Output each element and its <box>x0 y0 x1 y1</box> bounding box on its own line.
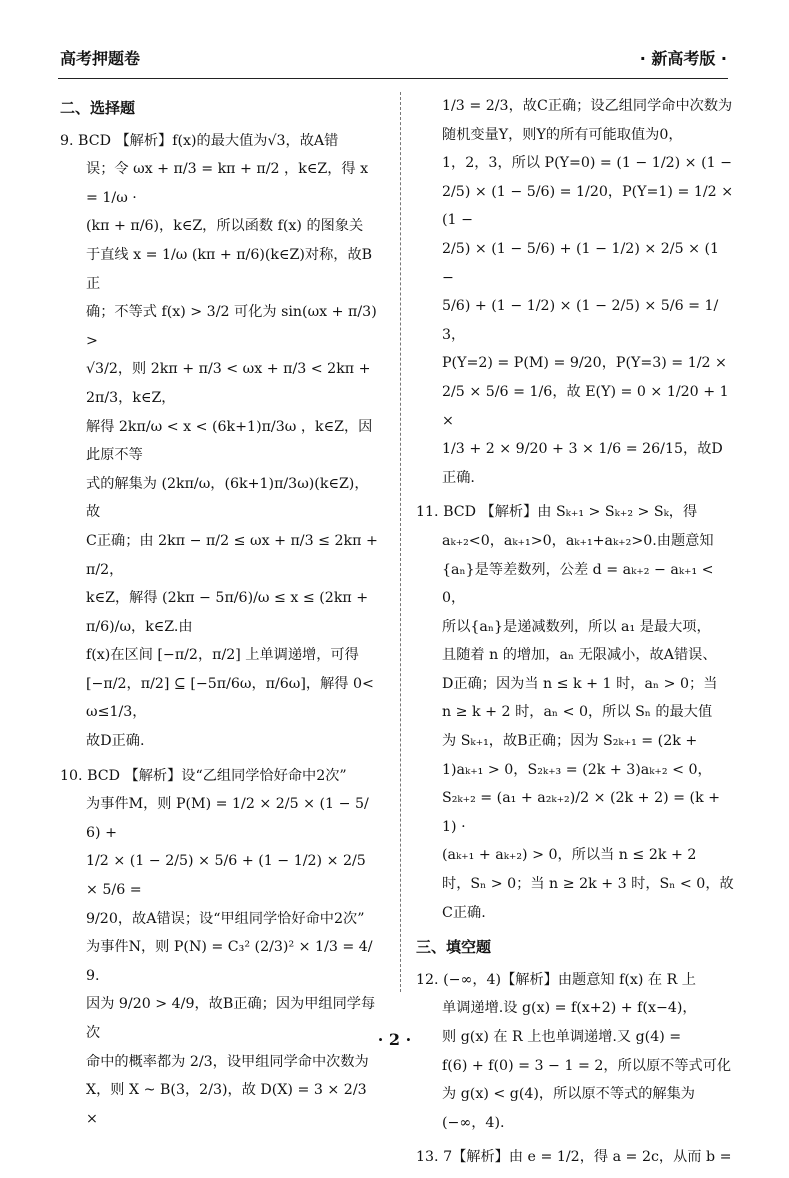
question-text: BCD 【解析】f(x)的最大值为√3，故A错 <box>78 132 339 149</box>
text-line <box>416 966 734 995</box>
text-line: 为事件N，则 P(N) = C₃² (2/3)² × 1/3 = 4/9. <box>86 939 373 984</box>
question-item <box>416 498 734 927</box>
text-line: 误；令 ωx + π/3 = kπ + π/2 ，k∈Z，得 x = 1/ω · <box>86 161 369 206</box>
right-items <box>416 498 734 927</box>
text-line: 所以{aₙ}是递减数列，所以 a₁ 是最大项， <box>442 618 711 635</box>
header-rule <box>58 78 728 79</box>
text-line: 单调递增.设 g(x) = f(x+2) + f(x−4)， <box>442 1000 697 1017</box>
right-items-2 <box>416 966 734 1172</box>
text-line: S₂ₖ₊₂ = (a₁ + a₂ₖ₊₂)/2 × (2k + 2) = (k + 1) · <box>442 790 721 835</box>
text-line: (−∞，4). <box>442 1114 505 1131</box>
text-line: D正确；因为当 n ≤ k + 1 时，aₙ > 0；当 <box>442 675 718 692</box>
text-line: 2/5) × (1 − 5/6) = 1/20，P(Y=1) = 1/2 × (1 − <box>442 183 734 229</box>
question-item <box>60 762 378 1134</box>
question-number: 9. <box>60 132 79 149</box>
text-line: P(Y=2) = P(M) = 9/20，P(Y=3) = 1/2 × <box>442 355 727 372</box>
question-text: BCD 【解析】由 Sₖ₊₁ > Sₖ₊₂ > Sₖ，得 <box>443 504 698 521</box>
text-line: 时，Sₙ > 0；当 n ≥ 2k + 3 时，Sₙ < 0，故 <box>442 876 734 893</box>
text-line: 命中的概率都为 2/3，设甲组同学命中次数为 <box>86 1053 369 1070</box>
text-line: C正确. <box>442 904 486 921</box>
text-line: 故D正确. <box>86 733 145 750</box>
header-edition: · 新高考版 · <box>639 49 727 68</box>
header-title: 高考押题卷 <box>60 49 141 68</box>
page-number: · 2 · <box>377 1030 412 1049</box>
right-column <box>416 92 734 1178</box>
text-line: 则 g(x) 在 R 上也单调递增.又 g(4) = <box>442 1029 682 1045</box>
question-number: 13. <box>416 1149 444 1166</box>
left-column <box>60 92 378 1139</box>
question-number: 12. <box>416 971 444 988</box>
text-line: 1/3 + 2 × 9/20 + 3 × 1/6 = 26/15，故D正确. <box>442 441 723 486</box>
text-line: {aₙ}是等差数列，公差 d = aₖ₊₂ − aₖ₊₁ < 0， <box>442 561 714 607</box>
text-line <box>416 1143 734 1172</box>
question-text: (−∞，4)【解析】由题意知 f(x) 在 R 上 <box>443 971 696 988</box>
text-line: 随机变量Y，则Y的所有可能取值为0， <box>442 126 683 143</box>
text-line: aₖ₊₂<0，aₖ₊₁>0，aₖ₊₁+aₖ₊₂>0.由题意知 <box>442 532 714 549</box>
text-line: [−π/2，π/2] ⊆ [−5π/6ω，π/6ω]，解得 0<ω≤1/3， <box>86 675 374 721</box>
section-title-multiple-choice: 二、选择题 <box>60 99 136 117</box>
question-item <box>416 1143 734 1172</box>
text-line: 1/2 × (1 − 2/5) × 5/6 + (1 − 1/2) × 2/5 × 5/6 = <box>86 853 366 899</box>
column-divider <box>400 92 401 992</box>
text-line: (aₖ₊₁ + aₖ₊₂) > 0，所以当 n ≤ 2k + 2 <box>442 847 697 864</box>
text-line: 且随着 n 的增加，aₙ 无限减小，故A错误、 <box>442 647 717 664</box>
text-line: 为事件M，则 P(M) = 1/2 × 2/5 × (1 − 5/6) + <box>86 796 369 841</box>
text-line: 为 Sₖ₊₁，故B正确；因为 S₂ₖ₊₁ = (2k + <box>442 733 698 750</box>
text-line: 1/3 = 2/3，故C正确；设乙组同学命中次数为 <box>442 98 733 114</box>
question-number: 11. <box>416 504 444 521</box>
text-line: X，则 X ~ B(3，2/3)，故 D(X) = 3 × 2/3 × <box>86 1082 367 1127</box>
text-line: 因为 9/20 > 4/9，故B正确；因为甲组同学每次 <box>86 996 376 1041</box>
text-line: 9/20，故A错误；设“甲组同学恰好命中2次” <box>86 910 365 927</box>
text-line: (kπ + π/6)，k∈Z，所以函数 f(x) 的图象关 <box>86 218 364 235</box>
question-text: 7【解析】由 e = 1/2，得 a = 2c，从而 b = <box>443 1149 732 1166</box>
text-line: 解得 2kπ/ω < x < (6k+1)π/3ω ，k∈Z，因此原不等 <box>86 418 373 464</box>
text-line: f(x)在区间 [−π/2，π/2] 上单调递增，可得 <box>86 647 359 664</box>
section-title-fill-in: 三、填空题 <box>416 938 492 957</box>
text-line: 5/6) + (1 − 1/2) × (1 − 2/5) × 5/6 = 1/3， <box>442 298 719 343</box>
text-line: k∈Z，解得 (2kπ − 5π/6)/ω ≤ x ≤ (2kπ + π/6)/ω，k∈Z.由 <box>86 590 369 635</box>
continuation-q10 <box>416 92 734 492</box>
text-line: √3/2，则 2kπ + π/3 < ωx + π/3 < 2kπ + 2π/3，k∈Z， <box>86 361 371 406</box>
text-line: 1)aₖ₊₁ > 0，S₂ₖ₊₃ = (2k + 3)aₖ₊₂ < 0， <box>442 761 712 778</box>
question-text: BCD 【解析】设“乙组同学恰好命中2次” <box>87 767 347 784</box>
question-number: 10. <box>60 767 88 784</box>
text-line: f(6) + f(0) = 3 − 1 = 2，所以原不等式可化 <box>442 1057 732 1074</box>
text-line <box>416 498 734 527</box>
left-items <box>60 127 378 1134</box>
text-line: C正确；由 2kπ − π/2 ≤ ωx + π/3 ≤ 2kπ + π/2， <box>86 532 378 578</box>
page-footer <box>0 1030 789 1049</box>
text-line: 2/5 × 5/6 = 1/6，故 E(Y) = 0 × 1/20 + 1 × <box>442 383 729 429</box>
text-line: 为 g(x) < g(4)，所以原不等式的解集为 <box>442 1086 695 1103</box>
text-line <box>60 762 378 791</box>
text-line: 确；不等式 f(x) > 3/2 可化为 sin(ωx + π/3) > <box>86 304 377 349</box>
text-line: 式的解集为 (2kπ/ω，(6k+1)π/3ω)(k∈Z)，故 <box>86 475 369 521</box>
text-line: 于直线 x = 1/ω (kπ + π/6)(k∈Z)对称，故B正 <box>86 246 373 292</box>
question-item <box>60 127 378 756</box>
text-line: n ≥ k + 2 时，aₙ < 0，所以 Sₙ 的最大值 <box>442 704 713 721</box>
text-line: 1，2，3，所以 P(Y=0) = (1 − 1/2) × (1 − <box>442 155 733 172</box>
text-line: 2/5) × (1 − 5/6) + (1 − 1/2) × 2/5 × (1 − <box>442 240 720 286</box>
question-item <box>416 966 734 1138</box>
text-line <box>60 127 378 156</box>
